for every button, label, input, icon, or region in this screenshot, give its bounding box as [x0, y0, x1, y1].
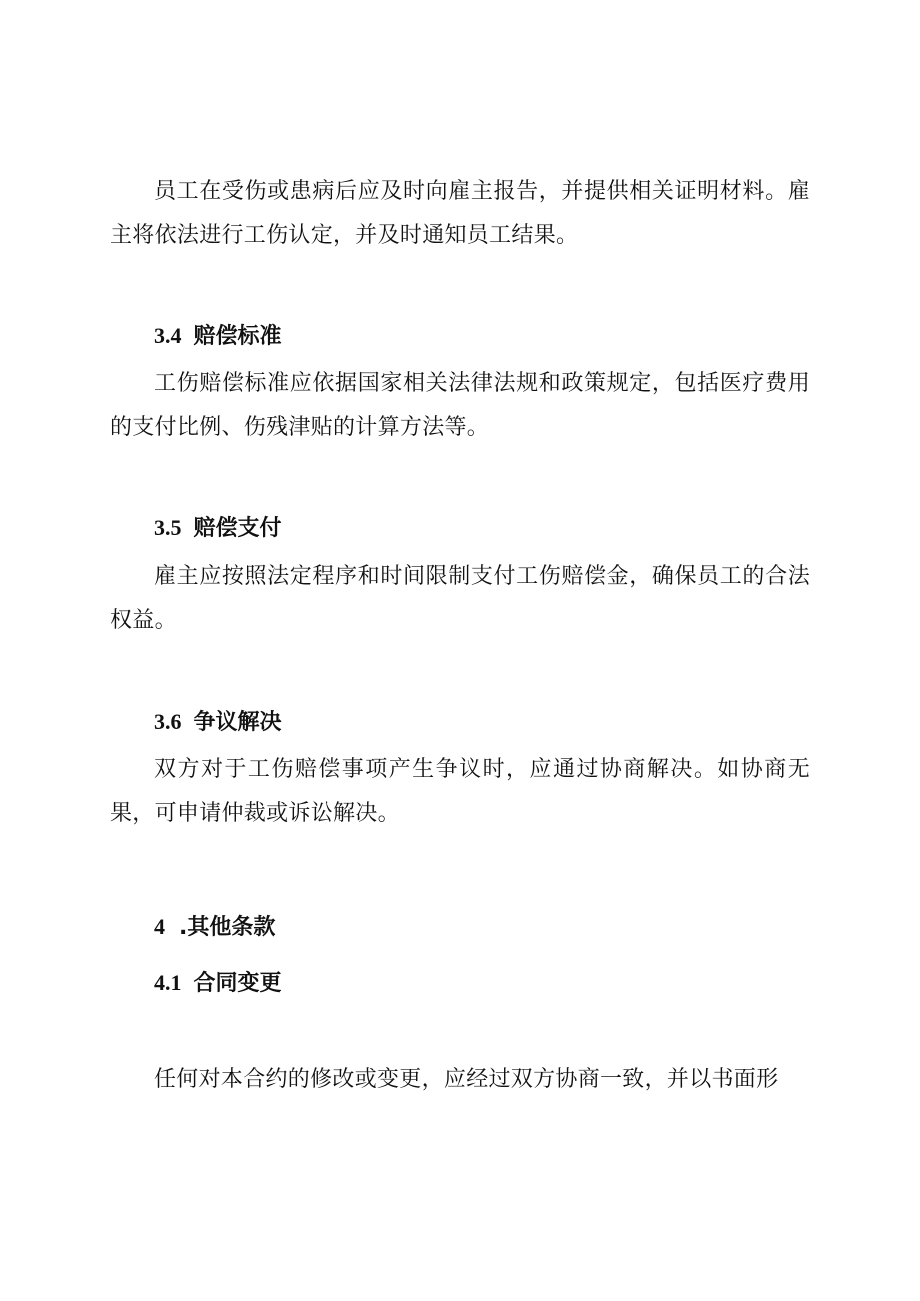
paragraph-dispute-resolution: 双方对于工伤赔偿事项产生争议时，应通过协商解决。如协商无果，可申请仲裁或诉讼解决。	[110, 757, 810, 826]
section-title: 赔偿支付	[193, 516, 282, 541]
section-heading-4	[154, 912, 275, 943]
paragraph-compensation-payment: 雇主应按照法定程序和时间限制支付工伤赔偿金，确保员工的合法权益。	[110, 564, 810, 633]
section-title: 争议解决	[193, 710, 282, 735]
section-number: 3.4	[154, 323, 182, 348]
section-heading-4-1	[154, 968, 282, 999]
section-title: .其他条款	[179, 915, 276, 940]
paragraph-contract-change: 任何对本合约的修改或变更，应经过双方协商一致，并以书面形	[154, 1067, 779, 1092]
section-number: 3.6	[154, 709, 182, 734]
section-title: 赔偿标准	[193, 324, 282, 349]
section-heading-3-4	[154, 321, 282, 352]
section-title: 合同变更	[193, 971, 282, 996]
section-number: 4.1	[154, 970, 182, 995]
paragraph-injury-report: 员工在受伤或患病后应及时向雇主报告，并提供相关证明材料。雇主将依法进行工伤认定，并及时通知员工结果。	[110, 179, 810, 248]
section-heading-3-5	[154, 513, 282, 544]
paragraph-compensation-standard: 工伤赔偿标准应依据国家相关法律法规和政策规定，包括医疗费用的支付比例、伤残津贴的计算方法等。	[110, 371, 810, 440]
section-number: 4	[154, 914, 165, 939]
section-number: 3.5	[154, 515, 182, 540]
section-heading-3-6	[154, 707, 282, 738]
